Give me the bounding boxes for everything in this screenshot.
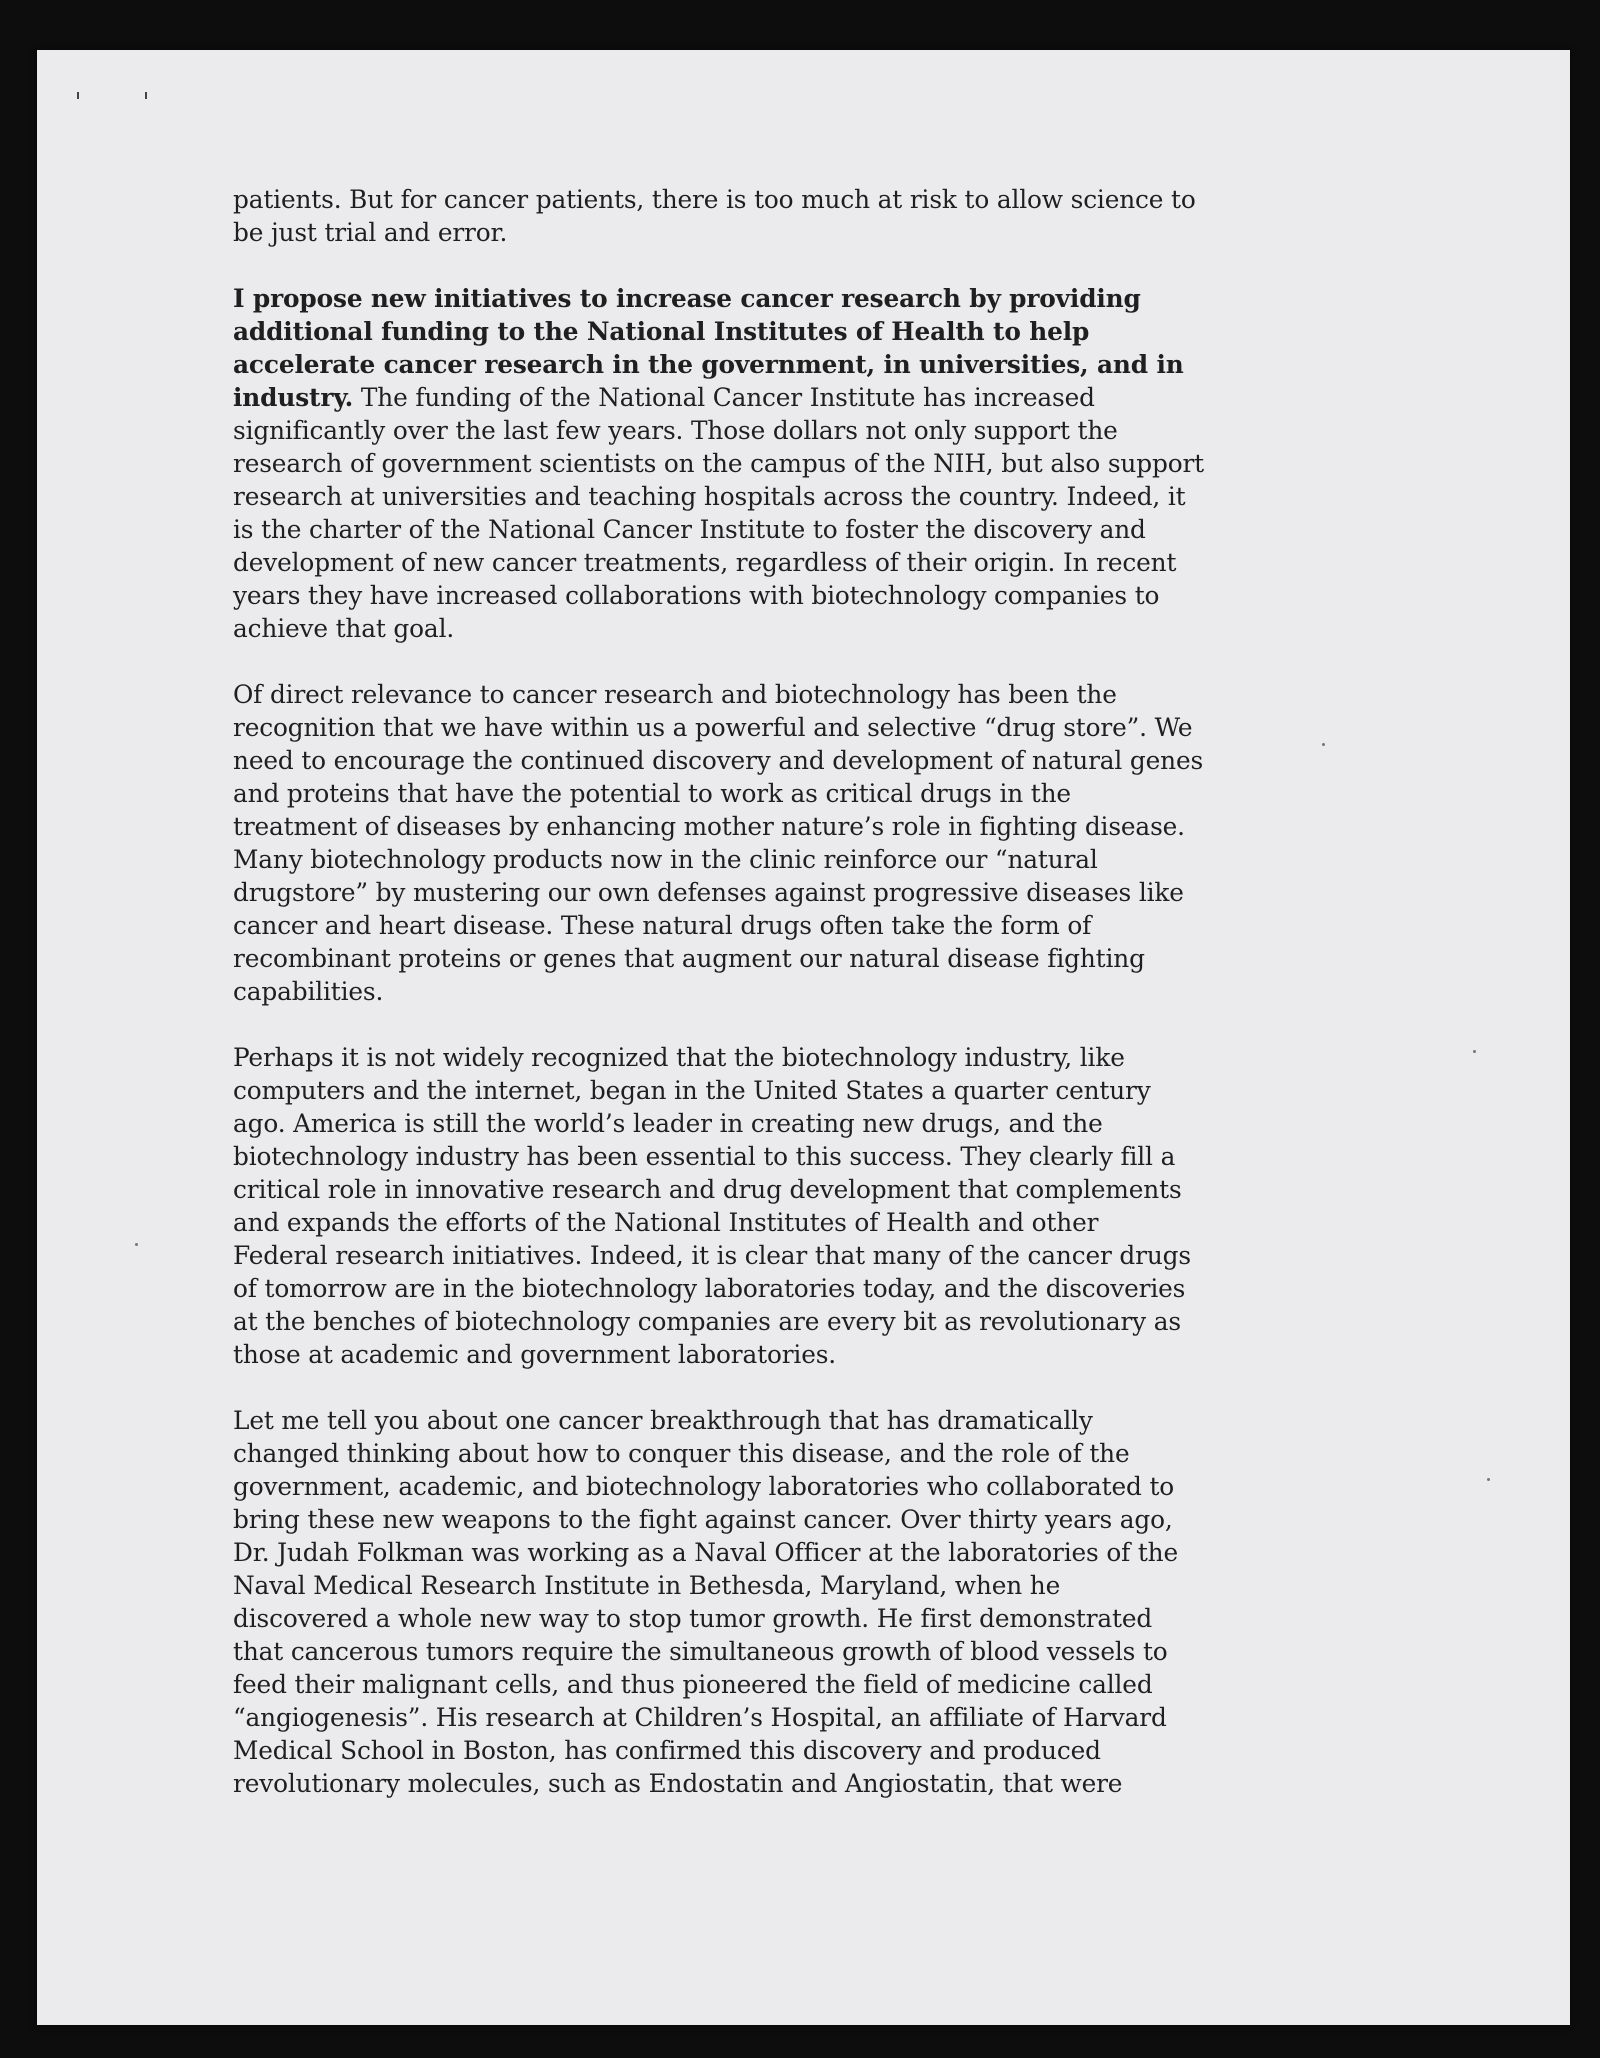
text-line: achieve that goal. [233,614,455,643]
text-line: is the charter of the National Cancer Institute to foster the discovery and [233,515,1146,544]
text-line: biotechnology industry has been essential to this success. They clearly fill a [233,1142,1176,1171]
text-line: years they have increased collaborations with biotechnology companies to [233,581,1160,610]
text-line: “angiogenesis”. His research at Children’s Hospital, an affiliate of Harvard [233,1703,1167,1732]
paper-speck [1473,1050,1476,1053]
text-line: drugstore” by mustering our own defenses against progressive diseases like [233,878,1184,907]
text-line: Naval Medical Research Institute in Bethesda, Maryland, when he [233,1571,1061,1600]
text-line: recombinant proteins or genes that augment our natural disease fighting [233,944,1145,973]
text-line: Federal research initiatives. Indeed, it is clear that many of the cancer drugs [233,1241,1191,1270]
paragraph-5 [233,1404,1373,1800]
text-line: need to encourage the continued discovery and development of natural genes [233,746,1204,775]
text-line: government, academic, and biotechnology laboratories who collaborated to [233,1472,1175,1501]
text-line: and expands the efforts of the National Institutes of Health and other [233,1208,1099,1237]
page-corner-mark-left [77,92,79,99]
text-line: significantly over the last few years. Those dollars not only support the [233,416,1118,445]
text-line: treatment of diseases by enhancing mother nature’s role in fighting disease. [233,812,1185,841]
text-line: Let me tell you about one cancer breakthrough that has dramatically [233,1406,1093,1435]
text-line: of tomorrow are in the biotechnology laboratories today, and the discoveries [233,1274,1186,1303]
bold-proposal-line: additional funding to the National Institutes of Health to help [233,317,1090,346]
text-line: research of government scientists on the campus of the NIH, but also support [233,449,1204,478]
page-corner-mark-right [145,92,147,99]
text-line: and proteins that have the potential to work as critical drugs in the [233,779,1071,808]
text-line: research at universities and teaching hospitals across the country. Indeed, it [233,482,1186,511]
bold-proposal-line: I propose new initiatives to increase cancer research by providing [233,284,1141,313]
paragraph-3 [233,678,1373,1008]
text-line: recognition that we have within us a powerful and selective “drug store”. We [233,713,1193,742]
bold-proposal-line: accelerate cancer research in the government, in universities, and in [233,350,1184,379]
paragraph-1 [233,183,1373,249]
text-line: critical role in innovative research and drug development that complements [233,1175,1182,1204]
text-line: feed their malignant cells, and thus pioneered the field of medicine called [233,1670,1153,1699]
text-line: Of direct relevance to cancer research and biotechnology has been the [233,680,1117,709]
bold-proposal-end: industry. [233,383,354,412]
text-line: computers and the internet, began in the United States a quarter century [233,1076,1151,1105]
paper-speck [1487,1478,1490,1481]
text-line: those at academic and government laboratories. [233,1340,837,1369]
text-line: Many biotechnology products now in the clinic reinforce our “natural [233,845,1098,874]
text-line [233,381,1373,414]
paragraph-2 [233,282,1373,645]
text-line: that cancerous tumors require the simultaneous growth of blood vessels to [233,1637,1168,1666]
text-line-continuation: The funding of the National Cancer Institute has increased [353,383,1095,412]
text-line: Dr. Judah Folkman was working as a Naval Officer at the laboratories of the [233,1538,1179,1567]
document-body [233,183,1373,1833]
text-line: patients. But for cancer patients, there is too much at risk to allow science to [233,185,1196,214]
text-line: development of new cancer treatments, regardless of their origin. In recent [233,548,1177,577]
text-line: ago. America is still the world’s leader in creating new drugs, and the [233,1109,1103,1138]
text-line: revolutionary molecules, such as Endostatin and Angiostatin, that were [233,1769,1123,1798]
text-line: discovered a whole new way to stop tumor growth. He first demonstrated [233,1604,1153,1633]
text-line: capabilities. [233,977,384,1006]
text-line: Perhaps it is not widely recognized that the biotechnology industry, like [233,1043,1125,1072]
paragraph-4 [233,1041,1373,1371]
paper-speck [135,1243,138,1246]
text-line: cancer and heart disease. These natural drugs often take the form of [233,911,1092,940]
text-line: be just trial and error. [233,218,508,247]
text-line: changed thinking about how to conquer this disease, and the role of the [233,1439,1130,1468]
text-line: bring these new weapons to the fight against cancer. Over thirty years ago, [233,1505,1173,1534]
text-line: at the benches of biotechnology companies are every bit as revolutionary as [233,1307,1181,1336]
text-line: Medical School in Boston, has confirmed this discovery and produced [233,1736,1101,1765]
